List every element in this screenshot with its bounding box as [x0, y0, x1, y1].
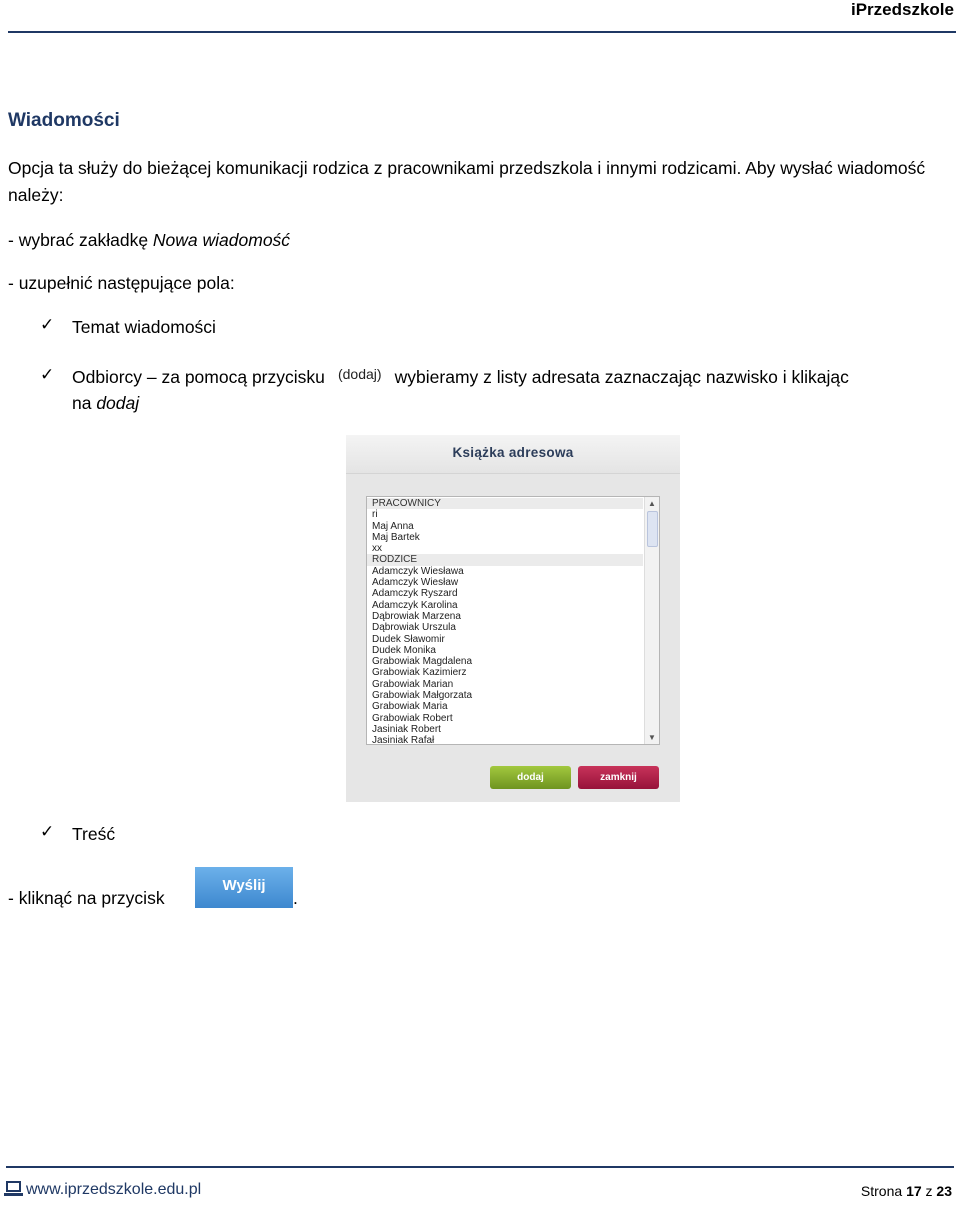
- field-subject: Temat wiadomości: [72, 317, 216, 337]
- recipients-text-em: dodaj: [96, 393, 140, 413]
- checkmark-icon: ✓: [40, 365, 55, 384]
- field-content: Treść: [72, 824, 116, 844]
- list-item[interactable]: Maj Bartek: [372, 531, 420, 543]
- page-prefix: Strona: [860, 1183, 907, 1199]
- page-number: [861, 1183, 952, 1199]
- list-item[interactable]: Dudek Sławomir: [372, 633, 445, 645]
- send-dot: .: [293, 888, 298, 908]
- footer-url[interactable]: www.iprzedszkole.edu.pl: [26, 1181, 202, 1198]
- send-button[interactable]: Wyślij: [195, 867, 293, 908]
- list-item[interactable]: Dąbrowiak Urszula: [372, 622, 456, 634]
- list-item[interactable]: Dąbrowiak Marzena: [372, 610, 461, 622]
- scroll-thumb[interactable]: [647, 511, 658, 547]
- list-item[interactable]: Grabowiak Małgorzata: [372, 690, 473, 702]
- page-sep: z: [921, 1183, 937, 1199]
- list-item[interactable]: Grabowiak Robert: [372, 712, 453, 724]
- address-book-dialog: [346, 435, 680, 802]
- close-button[interactable]: zamknij: [578, 766, 659, 789]
- address-book-title: Książka adresowa: [346, 435, 680, 474]
- list-item[interactable]: Adamczyk Wiesława: [372, 565, 464, 577]
- computer-icon: [6, 1181, 21, 1192]
- list-item[interactable]: Adamczyk Karolina: [372, 599, 458, 611]
- step-select-tab-text: - wybrać zakładkę: [8, 230, 153, 250]
- checkmark-icon: ✓: [40, 315, 55, 334]
- list-item[interactable]: Grabowiak Kazimierz: [372, 667, 467, 679]
- list-item[interactable]: Grabowiak Marian: [372, 678, 454, 690]
- list-group-header[interactable]: RODZICE: [367, 554, 643, 565]
- list-item[interactable]: ri: [372, 509, 378, 521]
- recipients-text-part2: wybieramy z listy adresata zaznaczając nazwisko i klikając: [394, 367, 849, 387]
- page-current: 17: [906, 1183, 922, 1199]
- recipients-text-part1: Odbiorcy – za pomocą przycisku: [72, 367, 325, 387]
- list-item[interactable]: Grabowiak Maria: [372, 701, 448, 713]
- list-item[interactable]: Adamczyk Wiesław: [372, 577, 459, 589]
- step-fill-fields: - uzupełnić następujące pola:: [8, 273, 235, 293]
- list-item[interactable]: Maj Anna: [372, 520, 414, 532]
- recipients-text-part3: na: [72, 393, 97, 413]
- list-scrollbar[interactable]: [644, 497, 659, 744]
- header-title: iPrzedszkole: [851, 0, 954, 19]
- step-send: - kliknąć na przycisk: [8, 888, 165, 908]
- list-item[interactable]: Grabowiak Magdalena: [372, 656, 473, 668]
- list-item[interactable]: Dudek Monika: [372, 644, 436, 656]
- header-divider: [8, 31, 956, 33]
- address-book-rows: [367, 498, 643, 745]
- intro-paragraph: Opcja ta służy do bieżącej komunikacji rodzica z pracownikami przedszkola i innymi rodzicami. Aby wysłać wiadomość należy:: [8, 158, 926, 205]
- checkmark-icon: ✓: [40, 822, 55, 841]
- list-item[interactable]: Jasiniak Robert: [372, 723, 441, 735]
- scroll-down-icon[interactable]: ▼: [648, 733, 656, 742]
- tab-name-new-message: Nowa wiadomość: [152, 230, 291, 250]
- section-title: Wiadomości: [8, 110, 120, 131]
- list-item[interactable]: Jasiniak Rafał: [372, 735, 435, 745]
- add-button[interactable]: dodaj: [490, 766, 571, 789]
- add-recipient-link[interactable]: (dodaj): [337, 366, 382, 382]
- list-group-header[interactable]: PRACOWNICY: [367, 498, 643, 509]
- step-select-tab: [8, 227, 290, 254]
- scroll-up-icon[interactable]: ▲: [648, 499, 656, 508]
- list-item[interactable]: xx: [372, 543, 382, 555]
- footer-divider: [6, 1166, 954, 1168]
- list-item[interactable]: Adamczyk Ryszard: [372, 588, 458, 600]
- field-recipients: [72, 364, 957, 416]
- address-book-list[interactable]: [366, 496, 660, 745]
- page-total: 23: [936, 1183, 952, 1199]
